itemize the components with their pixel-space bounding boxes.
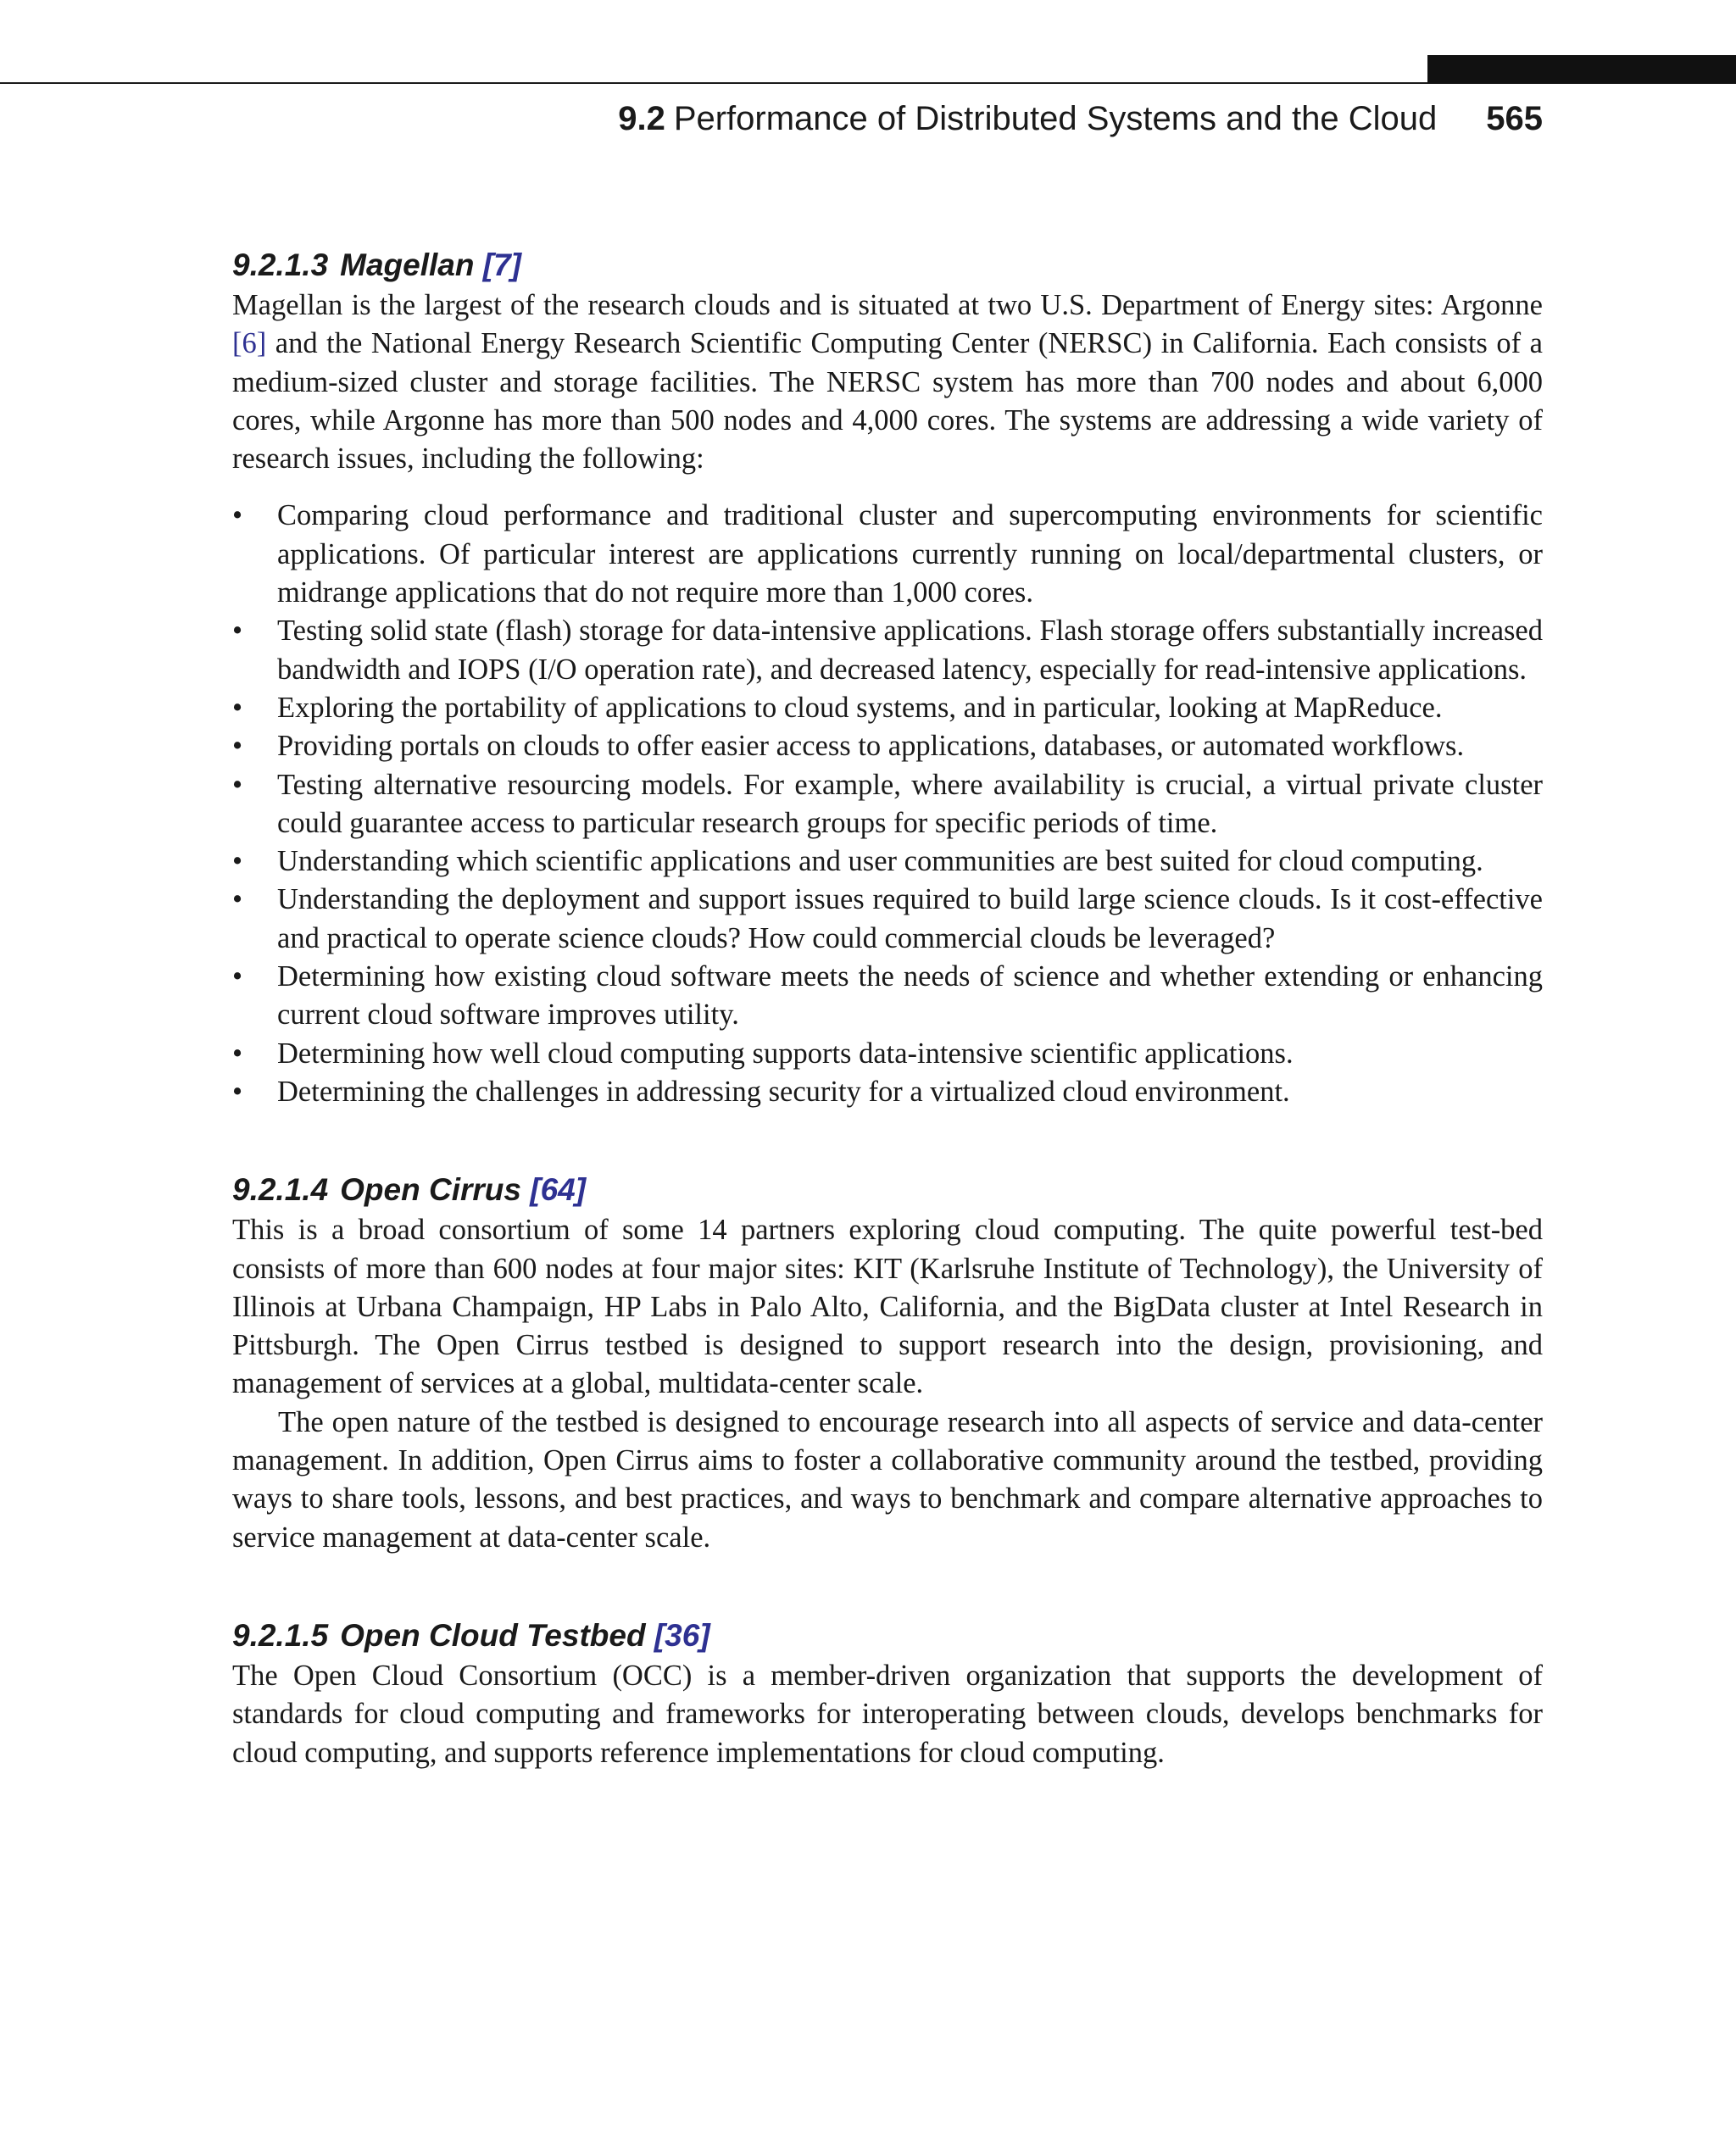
bullet-icon: • <box>232 1037 243 1070</box>
list-item <box>232 612 1543 689</box>
bullet-icon: • <box>232 730 243 763</box>
page-number: 565 <box>1486 100 1543 137</box>
list-item <box>232 958 1543 1035</box>
list-item <box>232 497 1543 612</box>
bullet-icon: • <box>232 614 243 648</box>
list-item <box>232 881 1543 958</box>
citation-link[interactable]: [36] <box>654 1617 710 1653</box>
header-tab-bar <box>1427 55 1736 83</box>
section-title: Open Cloud Testbed <box>340 1617 646 1653</box>
bullet-icon: • <box>232 499 243 532</box>
list-item <box>232 1073 1543 1111</box>
list-item <box>232 766 1543 843</box>
bullet-icon: • <box>232 845 243 878</box>
section-number: 9.2.1.3 <box>232 247 329 282</box>
list-item <box>232 1035 1543 1073</box>
paragraph-text: and the National Energy Research Scientific Computing Center (NERSC) in California. Each consists of a medium-sized cluster and storage facilities. The NERSC system has more than 700 nodes and about 6,000 cores, while Argonne has more than 500 nodes and 4,000 cores. The systems are addressing a wide variety of research issues, including the following: <box>232 327 1543 475</box>
list-item-text: Determining how well cloud computing supports data-intensive scientific applications. <box>277 1037 1294 1070</box>
section-heading-open-cloud-testbed <box>232 1615 1543 1657</box>
list-item <box>232 689 1543 727</box>
bullet-icon: • <box>232 1075 243 1108</box>
section-number: 9.2.1.4 <box>232 1172 329 1208</box>
list-item-text: Understanding the deployment and support issues required to build large science clouds. Is it cost-effective and practical to operate science clouds? How could commercial clouds be leveraged? <box>277 883 1543 954</box>
section-number: 9.2.1.5 <box>232 1617 329 1653</box>
list-item-text: Comparing cloud performance and traditional cluster and supercomputing environments for scientific applications. Of particular interest are applications currently running on local/departmental clusters, or midrange applications that do not require more than 1,000 cores. <box>277 499 1543 609</box>
bullet-icon: • <box>232 691 243 724</box>
citation-link[interactable]: [6] <box>232 327 267 360</box>
magellan-intro-paragraph <box>232 286 1543 478</box>
list-item-text: Testing solid state (flash) storage for data-intensive applications. Flash storage offers substantially increased bandwidth and IOPS (I/O operation rate), and decreased latency, especially for read-intensive applications. <box>277 614 1543 686</box>
section-title: Magellan <box>340 247 475 282</box>
magellan-bullet-list <box>232 497 1543 1111</box>
list-item-text: Exploring the portability of applications to cloud systems, and in particular, looking at MapReduce. <box>277 691 1443 724</box>
list-item-text: Determining the challenges in addressing security for a virtualized cloud environment. <box>277 1075 1290 1108</box>
list-item <box>232 842 1543 881</box>
list-item-text: Testing alternative resourcing models. For example, where availability is crucial, a virtual private cluster could guarantee access to particular research groups for specific periods of time. <box>277 768 1543 839</box>
running-head-section-title: Performance of Distributed Systems and the Cloud <box>673 100 1438 137</box>
section-heading-magellan <box>232 244 1543 286</box>
section-title: Open Cirrus <box>340 1172 521 1208</box>
list-item-text: Understanding which scientific applications and user communities are best suited for cloud computing. <box>277 845 1483 878</box>
running-head <box>618 93 1543 144</box>
bullet-icon: • <box>232 883 243 916</box>
open-cirrus-paragraph-2: The open nature of the testbed is designed to encourage research into all aspects of service and data-center management. In addition, Open Cirrus aims to foster a collaborative community around the testbed, providing ways to share tools, lessons, and best practices, and ways to benchmark and compare alternative approaches to service management at data-center scale. <box>232 1405 1543 1554</box>
citation-link[interactable]: [64] <box>530 1172 587 1208</box>
citation-link[interactable]: [7] <box>482 247 521 282</box>
bullet-icon: • <box>232 960 243 993</box>
page-body <box>232 244 1543 1772</box>
open-cloud-testbed-paragraph: The Open Cloud Consortium (OCC) is a member-driven organization that supports the development of standards for cloud computing and frameworks for interoperating between clouds, develops benchmarks for cloud computing, and supports reference implementations for cloud computing. <box>232 1659 1543 1769</box>
bullet-icon: • <box>232 768 243 801</box>
section-heading-open-cirrus <box>232 1169 1543 1211</box>
paragraph-text: Magellan is the largest of the research clouds and is situated at two U.S. Department of Energy sites: Argonne <box>232 289 1543 321</box>
list-item-text: Providing portals on clouds to offer easier access to applications, databases, or automated workflows. <box>277 730 1465 763</box>
list-item-text: Determining how existing cloud software meets the needs of science and whether extending or enhancing current cloud software improves utility. <box>277 960 1543 1032</box>
running-head-section-number: 9.2 <box>618 100 665 137</box>
list-item <box>232 727 1543 765</box>
open-cirrus-paragraph-1: This is a broad consortium of some 14 partners exploring cloud computing. The quite powerful test-bed consists of more than 600 nodes at four major sites: KIT (Karlsruhe Institute of Technology), the University of Illinois at Urbana Champaign, HP Labs in Palo Alto, California, and the BigData cluster at Intel Research in Pittsburgh. The Open Cirrus testbed is designed to support research into the design, provisioning, and management of services at a global, multidata-center scale. <box>232 1214 1543 1400</box>
